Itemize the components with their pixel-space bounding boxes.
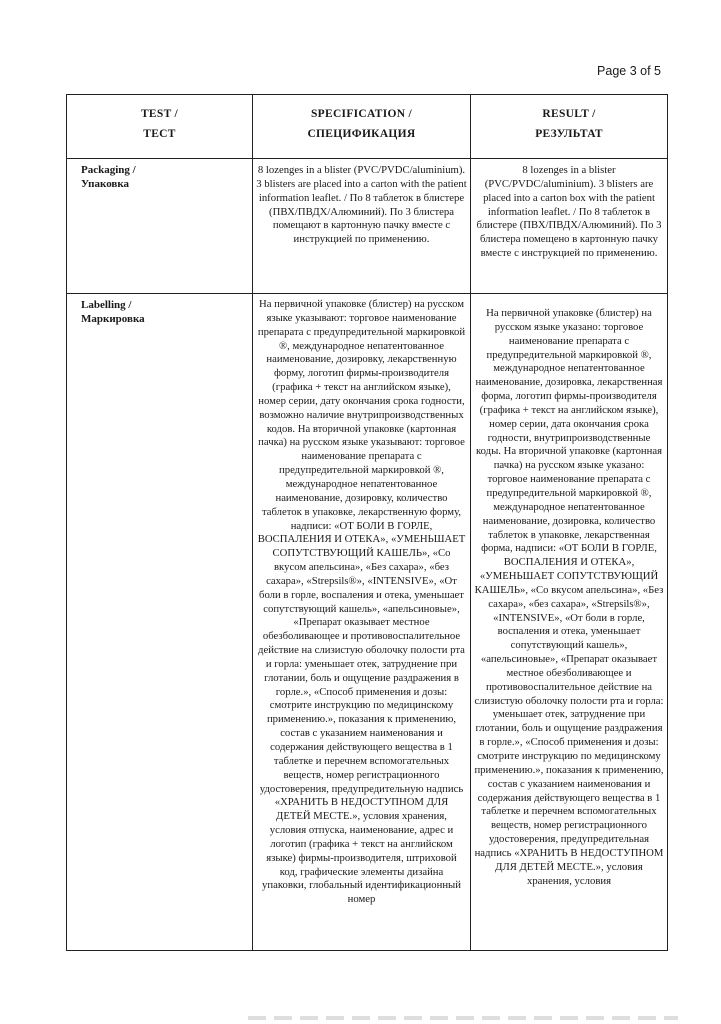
- specification-text-packaging: 8 lozenges in a blister (PVC/PVDC/aluminium). 3 blisters are placed into a carton with the patient information leaflet. / По 8 таблеток в блистере (ПВХ/ПВДХ/Алюминий). По 3 блистера помещают в картонную пачку вместе с инструкцией по применению.: [256, 164, 467, 246]
- header-specification-ru: СПЕЦИФИКАЦИЯ: [307, 128, 416, 140]
- header-result-en: RESULT /: [542, 108, 596, 120]
- test-name-cell: [67, 294, 253, 951]
- header-test: [67, 95, 253, 159]
- test-results-table: [66, 94, 668, 951]
- result-cell: [471, 159, 668, 294]
- table-row: [67, 294, 668, 951]
- result-text-packaging: 8 lozenges in a blister (PVC/PVDC/aluminium). 3 blisters are placed into a carton box with the patient information leaflet. / По 8 таблеток в блистере (ПВХ/ПВДХ/Алюминий). По 3 блистера помещено в картонную пачку вместе с инструкцией по применению.: [476, 164, 662, 260]
- header-test-en: TEST /: [140, 108, 179, 120]
- test-name-packaging: Packaging / Упаковка: [81, 164, 136, 190]
- result-text-labelling: На первичной упаковке (блистер) на русском языке указано: торговое наименование препарата с предупредительной маркировкой ®, международное непатентованное наименование, дозировка, лекарственная форма, логотип фирмы-производителя (графика + текст на английском языке), номер серии, дата окончания срока годности, внутрипроизводственные коды. На вторичной упаковке (картонная пачка) на русском языке указано: торговое наименование препарата с предупредительной маркировкой ®, международное непатентованное наименование, дозировка, количество таблеток в упаковке, лекарственная форма, надписи: «ОТ БОЛИ В ГОРЛЕ, ВОСПАЛЕНИЯ И ОТЕКА», «УМЕНЬШАЕТ СОПУТСТВУЮЩИЙ КАШЕЛЬ», «Со вкусом апельсина», «Без сахара», «без сахара», «Strepsils®», «INTENSIVE», «От боли в горле, воспаления и отека, уменьшает сопутствующий кашель», «апельсиновые», «Препарат оказывает местное обезболивающее и противовоспалительное действие на слизистую оболочку полости рта и горла: уменьшает отек, затруднение при глотании, боль и ощущение раздражения в горле.», «Способ применения и дозы: смотрите инструкцию по медицинскому применению.», показания к применению, состав с указанием наименования и содержания действующего вещества в 1 таблетке и перечнем вспомогательных веществ, номер регистрационного удостоверения, предупредительная надпись «ХРАНИТЬ В НЕДОСТУПНОМ ДЛЯ ДЕТЕЙ МЕСТЕ.», условия хранения, условия: [474, 307, 664, 887]
- header-specification-en: SPECIFICATION /: [310, 108, 413, 120]
- test-name-cell: [67, 159, 253, 294]
- header-test-ru: ТЕСТ: [143, 128, 176, 140]
- specification-cell: [253, 294, 471, 951]
- header-result: [471, 95, 668, 159]
- specification-cell: [253, 159, 471, 294]
- scan-artifact: [248, 1016, 678, 1020]
- header-result-ru: РЕЗУЛЬТАТ: [535, 128, 603, 140]
- header-specification: [253, 95, 471, 159]
- test-name-labelling: Labelling / Маркировка: [81, 299, 145, 325]
- result-cell: [471, 294, 668, 951]
- specification-text-labelling: На первичной упаковке (блистер) на русском языке указывают: торговое наименование препарата с предупредительной маркировкой ®, международное непатентованное наименование, дозировку, лекарственную форму, логотип фирмы-производителя (графика + текст на английском языке), номер серии, дату окончания срока годности, возможно наличие внутрипроизводственных кодов. На вторичной упаковке (картонная пачка) на русском языке указывают: торговое наименование препарата с предупредительной маркировкой ®, международное непатентованное наименование, дозировку, количество таблеток в упаковке, лекарственную форму, надписи: «ОТ БОЛИ В ГОРЛЕ, ВОСПАЛЕНИЯ И ОТЕКА», «УМЕНЬШАЕТ СОПУТСТВУЮЩИЙ КАШЕЛЬ», «Со вкусом апельсина», «Без сахара», «без сахара», «Strepsils®», «INTENSIVE», «От боли в горле, воспаления и отека, уменьшает сопутствующий кашель», «апельсиновые», «Препарат оказывает местное обезболивающее и противовоспалительное действие на слизистую оболочку полости рта и горла: уменьшает отек, затруднение при глотании, боль и ощущение раздражения в горле.», «Способ применения и дозы: смотрите инструкцию по медицинскому применению.», показания к применению, состав с указанием наименования и содержания действующего вещества в 1 таблетке и перечнем вспомогательных веществ, номер регистрационного удостоверения, предупредительную надпись «ХРАНИТЬ В НЕДОСТУПНОМ ДЛЯ ДЕТЕЙ МЕСТЕ.», условия хранения, условия отпуска, наименование, адрес и логотип (графика + текст на английском языке) фирмы-производителя, штриховой код, графические элементы дизайна упаковки, глобальный идентификационный номер: [257, 298, 466, 906]
- table-header-row: [67, 95, 668, 159]
- table-row: [67, 159, 668, 294]
- page-number: Page 3 of 5: [597, 64, 661, 78]
